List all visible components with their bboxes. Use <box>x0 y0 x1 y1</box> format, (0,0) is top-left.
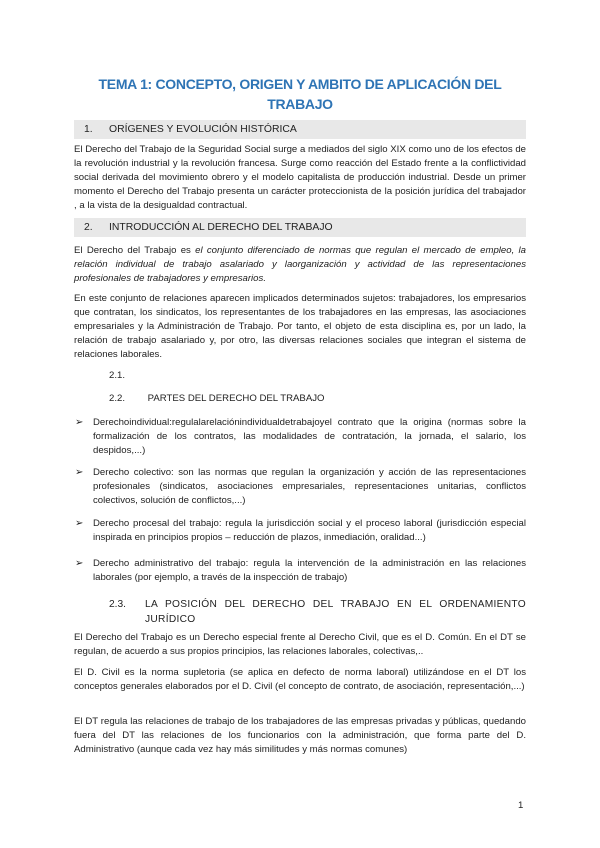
section-heading-2 <box>74 218 526 237</box>
bullet-text: Derecho colectivo: son las normas que regulan la organización y acción de las representaciones profesionales (sindicatos, asociaciones empresariales, representaciones unitarias, conflictos colectivos, solución de conflictos,...) <box>93 467 526 506</box>
definition-italic: el conjunto diferenciado de normas que regulan el mercado de empleo, la relación individual de trabajo asalariado y laorganización y actividad de las representaciones profesionales de trabajadores y empresarios. <box>74 245 526 284</box>
document-title: TEMA 1: CONCEPTO, ORIGEN Y AMBITO DE APLICACIÓN DEL TRABAJO <box>98 76 502 112</box>
bullet-text: Derechoindividual:regulalarelaciónindividualdetrabajoyel contrato que la origina (normas sobre la formalización de los contratos, las modalidades de contratación, la jornada, el salario, los despidos,...) <box>93 417 526 456</box>
subsection-label: LA POSICIÓN DEL DERECHO DEL TRABAJO EN EL ORDENAMIENTO JURÍDICO <box>145 599 526 625</box>
paragraph-origins: El Derecho del Trabajo de la Seguridad Social surge a mediados del siglo XIX como uno de los efectos de la revolución industrial y la revolución francesa. Surge como reacción del Estado frente a la conflictividad social derivada del movimiento obrero y el modelo capitalista de producción industrial. Desde un primer momento el Derecho del Trabajo presenta un carácter proteccionista de la posición jurídica del trabajador , a la vista de la desigualdad contractual. <box>74 144 526 211</box>
subsection-2-2 <box>109 392 325 406</box>
section-label: ORÍGENES Y EVOLUCIÓN HISTÓRICA <box>109 124 297 135</box>
paragraph-definition <box>74 244 526 286</box>
arrow-bullet-icon: ➢ <box>75 558 84 569</box>
paragraph-special-law: El Derecho del Trabajo es un Derecho especial frente al Derecho Civil, que es el D. Común. En el DT se regulan, de acuerdo a sus propios principios, las relaciones laborales, colectivas,.. <box>74 632 526 657</box>
subsection-label: PARTES DEL DERECHO DEL TRABAJO <box>147 393 325 404</box>
arrow-bullet-icon: ➢ <box>75 467 84 478</box>
bullet-item <box>74 416 526 458</box>
paragraph-scope: El DT regula las relaciones de trabajo de los trabajadores de las empresas privadas y públicas, quedando fuera del DT las relaciones de los funcionarios con la administración, que forma parte del D. Administrativo (aunque cada vez hay más similitudes y más normas comunes) <box>74 716 526 755</box>
bullet-text: Derecho procesal del trabajo: regula la jurisdicción social y el proceso laboral (jurisdicción especial inspirada en principios propios – reducción de plazos, inmediación, oralidad...) <box>93 518 526 543</box>
section-number: 1. <box>84 124 93 135</box>
subsection-number: 2.3. <box>109 599 126 610</box>
section-heading-1 <box>74 120 526 139</box>
section-label: INTRODUCCIÓN AL DERECHO DEL TRABAJO <box>109 222 333 233</box>
subsection-2-1 <box>109 369 145 383</box>
bullet-item <box>74 466 526 508</box>
subsection-2-3 <box>109 597 526 627</box>
section-number: 2. <box>84 222 93 233</box>
bullet-text: Derecho administrativo del trabajo: regula la intervención de la administración en las relaciones laborales (por ejemplo, a través de la inspección de trabajo) <box>93 558 526 583</box>
arrow-bullet-icon: ➢ <box>75 417 84 428</box>
bullet-item <box>74 517 526 545</box>
subsection-number: 2.2. <box>109 393 126 404</box>
page-number: 1 <box>518 800 524 811</box>
definition-lead: El Derecho del Trabajo es <box>74 245 196 256</box>
bullet-item <box>74 557 526 585</box>
paragraph-subjects: En este conjunto de relaciones aparecen implicados determinados sujetos: trabajadores, los empresarios que contratan, los sindicatos, los representantes de los trabajadores en las empresas, las asociaciones empresariales y la Administración de Trabajo. Por tanto, el objeto de esta disciplina es, por un lado, la relación de trabajo asalariado y, por otro, las diversas relaciones sociales que integran el sistema de relaciones laborales. <box>74 293 526 360</box>
paragraph-civil-law: El D. Civil es la norma supletoria (se aplica en defecto de norma laboral) utilizándose en el DT los conceptos generales elaborados por el D. Civil (el concepto de contrato, de asociación, representación,...) <box>74 667 526 692</box>
arrow-bullet-icon: ➢ <box>75 518 84 529</box>
subsection-number: 2.1. <box>109 370 126 381</box>
